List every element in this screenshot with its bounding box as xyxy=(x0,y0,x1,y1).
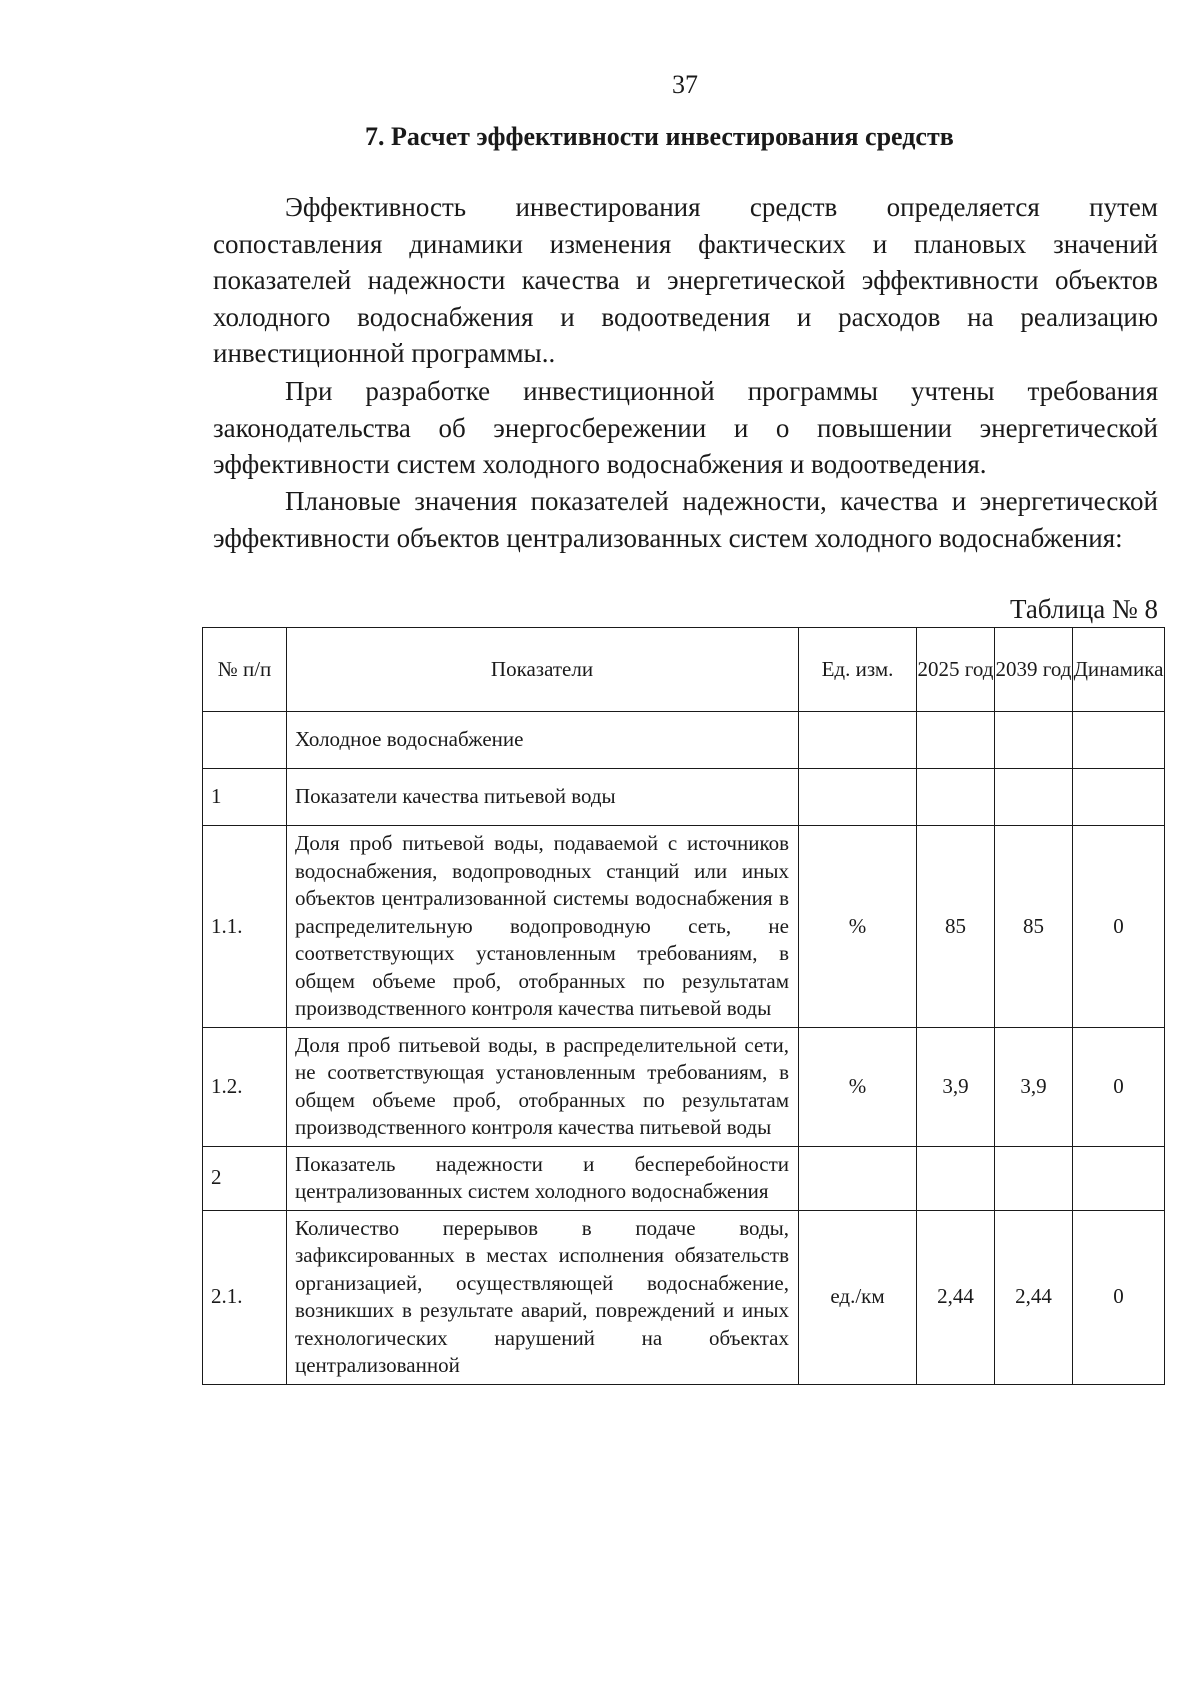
cell-num: 2.1. xyxy=(203,1210,287,1384)
cell-indicator: Количество перерывов в подаче воды, зафиксированных в местах исполнения обязательств организацией, осуществляющей водоснабжение, возникших в результате аварий, повреждений и иных технологических нарушений на объектах централизованной xyxy=(287,1210,799,1384)
cell-unit xyxy=(799,712,917,769)
cell-year-2039: 85 xyxy=(995,826,1073,1028)
cell-indicator: Доля проб питьевой воды, подаваемой с источников водоснабжения, водопроводных станций или иных объектов централизованной системы водоснабжения в распределительную водопроводную сеть, не соответствующих установленным требованиям, в общем объеме проб, отобранных по результатам производственного контроля качества питьевой воды xyxy=(287,826,799,1028)
cell-unit xyxy=(799,1146,917,1210)
cell-year-2039: 3,9 xyxy=(995,1027,1073,1146)
section-title: 7. Расчет эффективности инвестирования средств xyxy=(365,122,954,151)
cell-indicator: Показатели качества питьевой воды xyxy=(287,769,799,826)
page-number: 37 xyxy=(672,70,698,99)
cell-dynamics xyxy=(1073,1146,1165,1210)
cell-unit xyxy=(799,769,917,826)
paragraph-text: Плановые значения показателей надежности, качества и энергетической эффективности объектов централизованных систем холодного водоснабжения: xyxy=(213,486,1158,553)
header-year-2025: 2025 год xyxy=(917,628,995,712)
cell-dynamics: 0 xyxy=(1073,1210,1165,1384)
paragraph-efficiency xyxy=(213,189,1158,372)
table-row xyxy=(203,1210,1165,1384)
cell-year-2025: 85 xyxy=(917,826,995,1028)
table-row xyxy=(203,769,1165,826)
cell-indicator: Доля проб питьевой воды, в распределительной сети, не соответствующая установленным требованиям, в общем объеме проб, отобранных по результатам производственного контроля качества питьевой воды xyxy=(287,1027,799,1146)
indicators-table xyxy=(202,627,1165,1385)
cell-year-2025: 2,44 xyxy=(917,1210,995,1384)
paragraph-text: При разработке инвестиционной программы учтены требования законодательства об энергосбережении и о повышении энергетической эффективности систем холодного водоснабжения и водоотведения. xyxy=(213,376,1158,479)
header-dynamics: Динамика xyxy=(1073,628,1165,712)
cell-year-2025 xyxy=(917,712,995,769)
cell-dynamics: 0 xyxy=(1073,1027,1165,1146)
cell-unit: % xyxy=(799,1027,917,1146)
cell-year-2025 xyxy=(917,1146,995,1210)
cell-year-2039 xyxy=(995,1146,1073,1210)
table-row xyxy=(203,1027,1165,1146)
cell-year-2025: 3,9 xyxy=(917,1027,995,1146)
cell-num: 2 xyxy=(203,1146,287,1210)
cell-dynamics: 0 xyxy=(1073,826,1165,1028)
cell-year-2039 xyxy=(995,769,1073,826)
cell-year-2025 xyxy=(917,769,995,826)
cell-unit: ед./км xyxy=(799,1210,917,1384)
paragraph-legislation xyxy=(213,373,1158,483)
header-year-2039: 2039 год xyxy=(995,628,1073,712)
header-indicator: Показатели xyxy=(287,628,799,712)
cell-year-2039 xyxy=(995,712,1073,769)
table-row xyxy=(203,1146,1165,1210)
cell-year-2039: 2,44 xyxy=(995,1210,1073,1384)
paragraph-planned-values xyxy=(213,483,1158,556)
cell-num: 1 xyxy=(203,769,287,826)
cell-unit: % xyxy=(799,826,917,1028)
cell-dynamics xyxy=(1073,712,1165,769)
table-row xyxy=(203,826,1165,1028)
cell-indicator: Холодное водоснабжение xyxy=(287,712,799,769)
table-row xyxy=(203,712,1165,769)
paragraph-text: Эффективность инвестирования средств определяется путем сопоставления динамики изменения фактических и плановых значений показателей надежности качества и энергетической эффективности объектов холодного водоснабжения и водоотведения и расходов на реализацию инвестиционной программы.. xyxy=(213,192,1158,368)
table-header-row xyxy=(203,628,1165,712)
table-caption: Таблица № 8 xyxy=(1010,594,1158,624)
cell-num: 1.2. xyxy=(203,1027,287,1146)
cell-indicator: Показатель надежности и бесперебойности централизованных систем холодного водоснабжения xyxy=(287,1146,799,1210)
cell-num xyxy=(203,712,287,769)
header-num: № п/п xyxy=(203,628,287,712)
cell-dynamics xyxy=(1073,769,1165,826)
cell-num: 1.1. xyxy=(203,826,287,1028)
header-unit: Ед. изм. xyxy=(799,628,917,712)
